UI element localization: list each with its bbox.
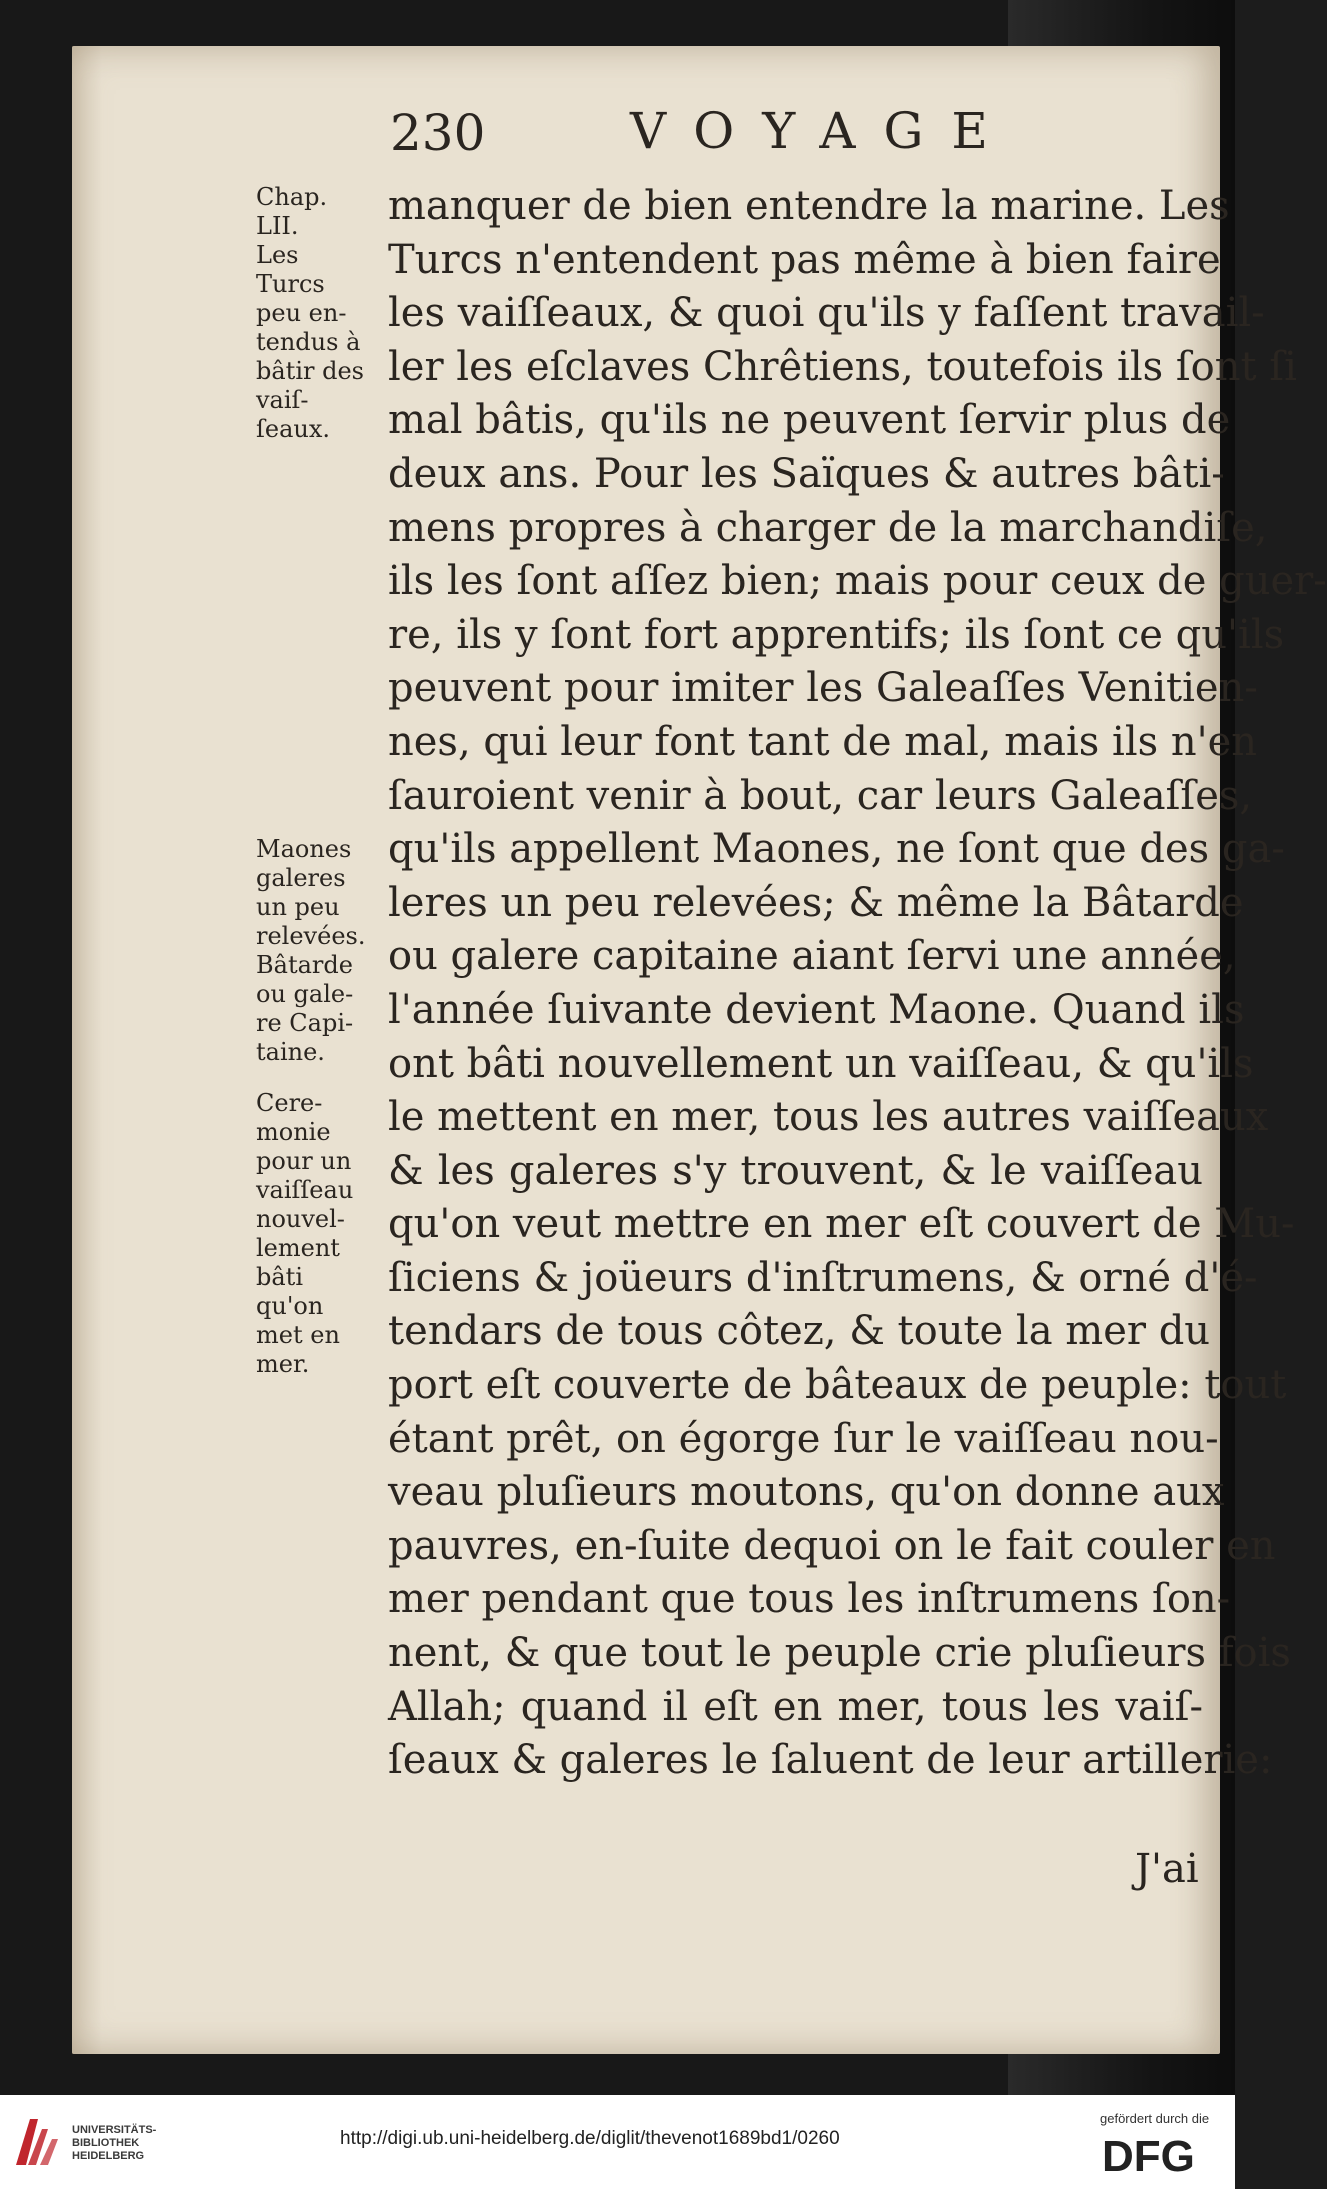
running-head: VOYAGE	[630, 102, 1016, 160]
text-line: les vaiſſeaux, & quoi qu'ils y faſſent travail-	[388, 290, 1265, 337]
margin-note-line: tendus à	[256, 328, 361, 356]
margin-note-line: bâtir des	[256, 357, 364, 385]
margin-note-line: peu en-	[256, 299, 347, 327]
text-line: & les galeres s'y trouvent, & le vaiſſeau	[388, 1147, 1203, 1194]
margin-note-line: qu'on	[256, 1292, 324, 1320]
text-line: l'année ſuivante devient Maone. Quand ils	[388, 986, 1245, 1033]
text-line: manquer de bien entendre la marine. Les	[388, 183, 1230, 229]
page-gutter-shade	[72, 46, 102, 2054]
text-line: Allah; quand il eſt en mer, tous les vaiſ-	[388, 1683, 1203, 1730]
text-line: peuvent pour imiter les Galeaſſes Venitien-	[388, 665, 1258, 712]
library-name-line: UNIVERSITÄTS-	[72, 2124, 157, 2136]
text-line: ſauroient venir à bout, car leurs Galeaſſes,	[388, 772, 1253, 819]
margin-note-line: Maones	[256, 835, 352, 863]
text-line: ſiciens & joüeurs d'inſtrumens, & orné d'é-	[388, 1254, 1258, 1301]
text-line: Turcs n'entendent pas même à bien faire	[388, 236, 1221, 283]
catchword: J'ai	[1135, 1846, 1199, 1892]
margin-note-line: relevées.	[256, 922, 366, 950]
dfg-logo-icon[interactable]	[1100, 2131, 1215, 2181]
text-line: tendars de tous côtez, & toute la mer du	[388, 1308, 1211, 1355]
margin-note-line: Chap.	[256, 183, 328, 211]
margin-note-line: Turcs	[256, 270, 325, 298]
text-line: ont bâti nouvellement un vaiſſeau, & qu'ils	[388, 1040, 1254, 1087]
text-line: nes, qui leur font tant de mal, mais ils n'en	[388, 718, 1258, 765]
margin-note-line: lement	[256, 1234, 340, 1262]
margin-note-line: pour un	[256, 1147, 352, 1175]
margin-note-line: Bâtarde	[256, 951, 353, 979]
text-line: ils les ſont aſſez bien; mais pour ceux de guer-	[388, 558, 1327, 605]
text-line: leres un peu relevées; & même la Bâtarde	[388, 879, 1244, 926]
margin-note-line: LII.	[256, 212, 299, 240]
text-line: nent, & que tout le peuple crie pluſieurs fois	[388, 1630, 1291, 1677]
library-name-line: HEIDELBERG	[72, 2150, 145, 2162]
text-line: qu'on veut mettre en mer eſt couvert de Mu-	[388, 1201, 1295, 1248]
text-line: mer pendant que tous les inſtrumens ſon-	[388, 1576, 1231, 1623]
text-line: ou galere capitaine aiant ſervi une année,	[388, 933, 1236, 980]
text-line: port eſt couverte de bâteaux de peuple: tout	[388, 1362, 1287, 1409]
margin-note-line: bâti	[256, 1263, 303, 1291]
margin-note	[256, 183, 364, 444]
margin-note-line: taine.	[256, 1038, 325, 1066]
margin-note	[256, 835, 365, 1067]
margin-note-line: ſeaux.	[256, 415, 331, 443]
library-name	[72, 2124, 156, 2163]
uni-heidelberg-logo-icon[interactable]	[12, 2113, 62, 2169]
margin-note-line: vaiſ-	[256, 386, 309, 414]
margin-note	[256, 1089, 353, 1379]
dfg-logo-text: DFG	[1102, 2132, 1195, 2181]
text-line: re, ils y ſont fort apprentifs; ils ſont ce qu'ils	[388, 611, 1285, 658]
margin-note-line: met en	[256, 1321, 340, 1349]
permalink-url[interactable]: http://digi.ub.uni-heidelberg.de/diglit/thevenot1689bd1/0260	[340, 2128, 840, 2149]
text-line: qu'ils appellent Maones, ne ſont que des ga-	[388, 826, 1285, 873]
library-name-line: BIBLIOTHEK	[72, 2137, 140, 2149]
margin-note-line: nouvel-	[256, 1205, 345, 1233]
text-line: étant prêt, on égorge ſur le vaiſſeau nou-	[388, 1415, 1219, 1462]
margin-note-line: galeres	[256, 864, 346, 892]
text-line: ſeaux & galeres le ſaluent de leur artillerie:	[388, 1737, 1273, 1784]
page-header	[390, 100, 1016, 170]
text-line: le mettent en mer, tous les autres vaiſſeaux	[388, 1094, 1269, 1141]
viewer-footer	[0, 2095, 1235, 2189]
margin-note-line: ou gale-	[256, 980, 354, 1008]
margin-note-line: re Capi-	[256, 1009, 354, 1037]
margin-note-line: mer.	[256, 1350, 310, 1378]
body-text	[388, 180, 1327, 1788]
text-line: mal bâtis, qu'ils ne peuvent ſervir plus de	[388, 397, 1231, 444]
text-line: ler les eſclaves Chrêtiens, toutefois ils ſont ſi	[388, 343, 1297, 390]
page-number: 230	[390, 104, 486, 162]
margin-note-line: un peu	[256, 893, 340, 921]
text-line: deux ans. Pour les Saïques & autres bâti-	[388, 450, 1225, 497]
text-line: veau pluſieurs moutons, qu'on donne aux	[388, 1469, 1225, 1516]
margin-note-line: monie	[256, 1118, 331, 1146]
text-line: pauvres, en-ſuite dequoi on le fait couler en	[388, 1522, 1276, 1569]
margin-note-line: Cere-	[256, 1089, 323, 1117]
margin-note-line: Les	[256, 241, 299, 269]
funded-by-label: gefördert durch die	[1100, 2111, 1210, 2126]
margin-note-line: vaiſſeau	[256, 1176, 354, 1204]
text-line: mens propres à charger de la marchandiſe,	[388, 504, 1268, 551]
